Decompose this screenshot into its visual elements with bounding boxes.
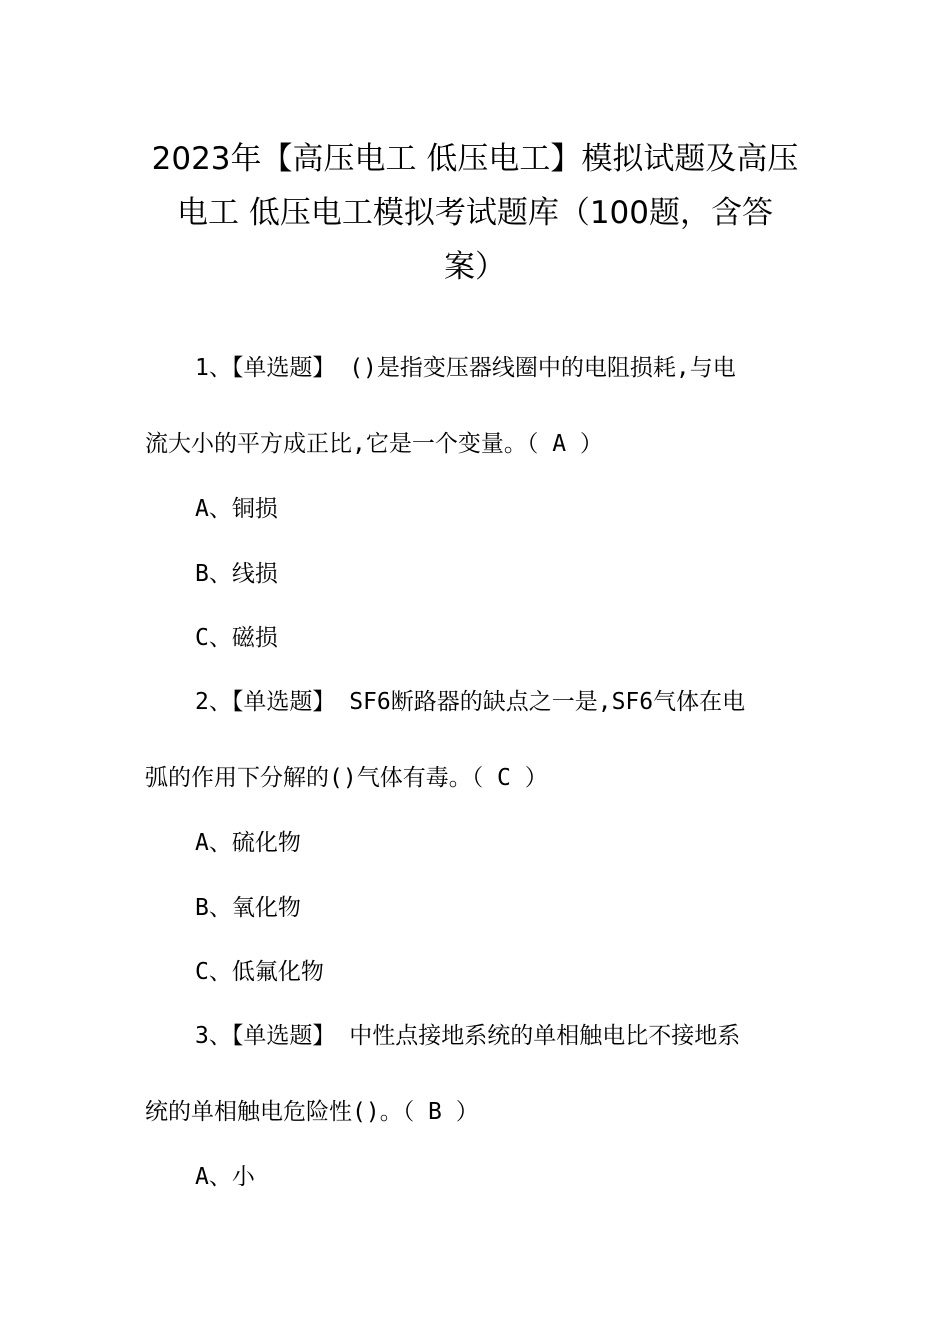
title-line: 电工 低压电工模拟考试题库（100题，含答: [176, 195, 774, 231]
question-1-option-b: B、线损: [195, 561, 278, 587]
question-2-option-b: B、氧化物: [195, 895, 301, 921]
title-line: 2023年【高压电工 低压电工】模拟试题及高压: [151, 141, 799, 177]
question-2-option-c: C、低氟化物: [195, 959, 324, 985]
question-1-option-a: A、铜损: [195, 496, 278, 522]
question-1-text: 1、【单选题】 ()是指变压器线圈中的电阻损耗,与电: [195, 355, 736, 381]
question-1-option-c: C、磁损: [195, 625, 278, 651]
question-2-option-a: A、硫化物: [195, 830, 301, 856]
document-title: [140, 132, 810, 294]
title-line: 案）: [444, 249, 506, 285]
question-3-option-a: A、小: [195, 1164, 255, 1190]
question-1-text-continued: 流大小的平方成正比,它是一个变量。（ A ）: [145, 431, 603, 457]
question-2-text-continued: 弧的作用下分解的()气体有毒。（ C ）: [145, 765, 548, 791]
question-3-text: 3、【单选题】 中性点接地系统的单相触电比不接地系: [195, 1023, 741, 1049]
question-3-text-continued: 统的单相触电危险性()。（ B ）: [145, 1099, 479, 1125]
question-2-text: 2、【单选题】 SF6断路器的缺点之一是,SF6气体在电: [195, 689, 746, 715]
